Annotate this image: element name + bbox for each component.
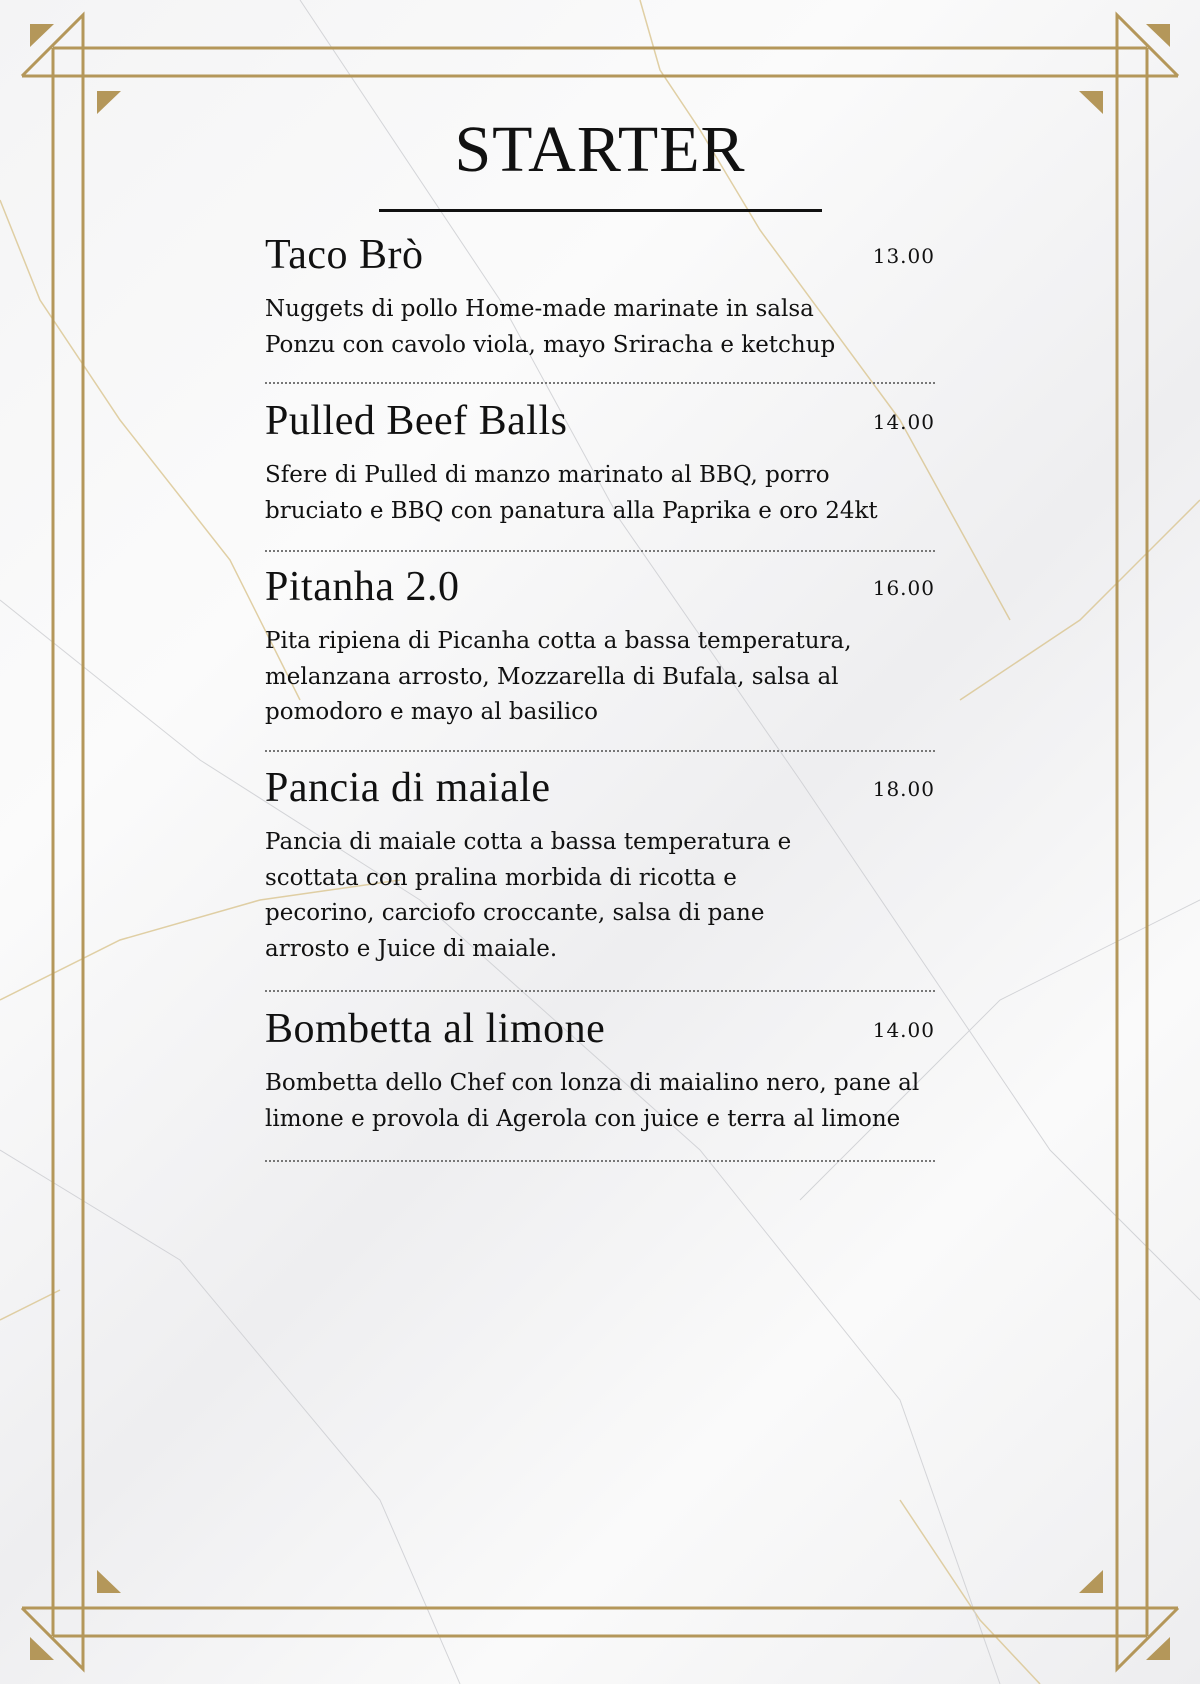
item-price: 14.00 — [872, 1018, 935, 1042]
item-name: Bombetta al limone — [265, 1006, 606, 1052]
dotted-divider — [265, 750, 935, 752]
item-description: Bombetta dello Chef con lonza di maialino nero, pane al limone e provola di Agerola con juice e terra al limone — [265, 1070, 920, 1132]
item-price: 13.00 — [872, 244, 935, 268]
menu-item — [265, 562, 935, 731]
menu-item — [265, 230, 935, 363]
item-name: Taco Brò — [265, 232, 424, 278]
menu-item — [265, 396, 935, 529]
title-underline — [379, 209, 822, 212]
item-description: Nuggets di pollo Home-made marinate in salsa Ponzu con cavolo viola, mayo Sriracha e ketchup — [265, 296, 836, 358]
dotted-divider — [265, 990, 935, 992]
item-price: 16.00 — [872, 576, 935, 600]
menu-item — [265, 1004, 985, 1137]
item-description: Pancia di maiale cotta a bassa temperatura e scottata con pralina morbida di ricotta e pecorino, carciofo croccante, salsa di pane arrosto e Juice di maiale. — [265, 829, 792, 962]
dotted-divider — [265, 550, 935, 552]
dotted-divider — [265, 382, 935, 384]
item-name: Pancia di maiale — [265, 765, 551, 811]
item-price: 14.00 — [872, 410, 935, 434]
item-description: Pita ripiena di Picanha cotta a bassa temperatura, melanzana arrosto, Mozzarella di Bufala, salsa al pomodoro e mayo al basilico — [265, 628, 852, 725]
dotted-divider — [265, 1160, 935, 1162]
item-description: Sfere di Pulled di manzo marinato al BBQ, porro bruciato e BBQ con panatura alla Paprika e oro 24kt — [265, 462, 878, 524]
item-price: 18.00 — [872, 777, 935, 801]
item-name: Pitanha 2.0 — [265, 564, 460, 610]
menu-item — [265, 763, 935, 967]
menu-section-title: STARTER — [454, 113, 746, 186]
item-name: Pulled Beef Balls — [265, 398, 568, 444]
